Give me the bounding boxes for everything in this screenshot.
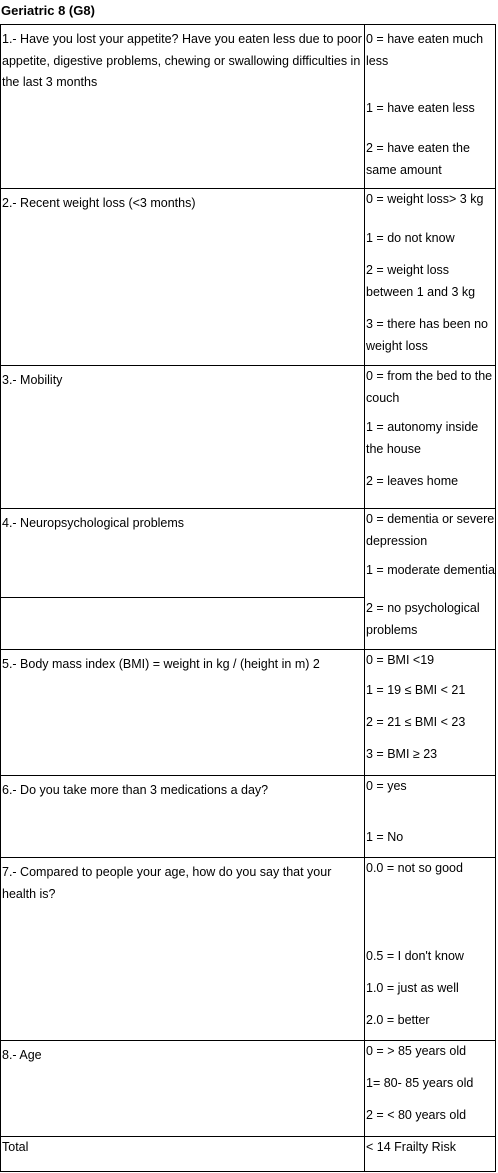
answer-option: 1 = autonomy inside the house xyxy=(366,420,479,456)
total-value: < 14 Frailty Risk xyxy=(366,1140,456,1154)
question-row-8 xyxy=(0,1040,496,1136)
cell-border-tick xyxy=(0,366,1,416)
column-divider xyxy=(364,858,365,1040)
question-text: 8.- Age xyxy=(2,1048,42,1062)
answer-option: 0 = weight loss> 3 kg xyxy=(366,192,484,206)
cell-border-tick xyxy=(0,650,1,678)
cell-border-tick xyxy=(0,25,1,97)
answer-option: 0 = > 85 years old xyxy=(366,1044,467,1058)
column-divider xyxy=(364,25,365,188)
answer-option: 0.5 = I don't know xyxy=(366,949,464,963)
question-text: 5.- Body mass index (BMI) = weight in kg / (height in m) 2 xyxy=(2,657,320,671)
answer-option: 2 = no psychological problems xyxy=(366,601,480,637)
cell-border-tick xyxy=(0,1041,1,1073)
cell-border-tick xyxy=(0,776,1,826)
question-text: 3.- Mobility xyxy=(2,373,63,387)
question-text: 6.- Do you take more than 3 medications a day? xyxy=(2,783,269,797)
cell-border-tick xyxy=(0,509,1,559)
total-row xyxy=(0,1136,496,1172)
answer-option: 2 = 21 ≤ BMI < 23 xyxy=(366,715,466,729)
answer-option: 1= 80- 85 years old xyxy=(366,1076,474,1090)
column-divider xyxy=(364,776,365,857)
answer-option: 3 = there has been no weight loss xyxy=(366,317,488,353)
question-text: 4.- Neuropsychological problems xyxy=(2,516,185,530)
answer-option: 0 = from the bed to the couch xyxy=(366,369,493,405)
answer-option: 2.0 = better xyxy=(366,1013,430,1027)
answer-option: 1 = have eaten less xyxy=(366,101,475,115)
question-text: 2.- Recent weight loss (<3 months) xyxy=(2,196,196,210)
question-row-3 xyxy=(0,365,496,508)
answer-option: 2 = < 80 years old xyxy=(366,1108,467,1122)
answer-option: 1 = moderate dementia xyxy=(366,563,495,577)
question-row-4 xyxy=(0,508,496,649)
cell-border-tick xyxy=(0,858,1,943)
total-label: Total xyxy=(2,1140,29,1154)
answer-option: 2 = weight loss between 1 and 3 kg xyxy=(366,263,476,299)
answer-option: 2 = leaves home xyxy=(366,474,459,488)
column-divider xyxy=(364,1137,365,1171)
column-divider xyxy=(364,509,365,649)
question-row-2 xyxy=(0,188,496,365)
answer-option: 3 = BMI ≥ 23 xyxy=(366,747,438,761)
column-divider xyxy=(364,366,365,508)
answer-option: 1 = do not know xyxy=(366,231,455,245)
column-divider xyxy=(364,189,365,365)
answer-option: 1 = No xyxy=(366,830,404,844)
question-row-1 xyxy=(0,24,496,188)
column-divider xyxy=(364,650,365,775)
answer-option: 0 = have eaten much less xyxy=(366,32,484,68)
question-text: 7.- Compared to people your age, how do you say that your health is? xyxy=(2,865,332,901)
question-row-6 xyxy=(0,775,496,857)
answer-option: 0.0 = not so good xyxy=(366,861,463,875)
answer-option: 1.0 = just as well xyxy=(366,981,459,995)
column-divider xyxy=(364,1041,365,1136)
answer-option: 0 = yes xyxy=(366,779,407,793)
question-row-5 xyxy=(0,649,496,775)
question-row-7 xyxy=(0,857,496,1040)
table-title: Geriatric 8 (G8) xyxy=(1,3,95,18)
answer-option: 2 = have eaten the same amount xyxy=(366,141,470,177)
answer-option: 0 = BMI <19 xyxy=(366,653,435,667)
question-text: 1.- Have you lost your appetite? Have you eaten less due to poor appetite, digestive problems, chewing or swallowing difficulties in the last 3 months xyxy=(2,32,362,89)
answer-option: 1 = 19 ≤ BMI < 21 xyxy=(366,683,466,697)
answer-option: 0 = dementia or severe depression xyxy=(366,512,495,548)
inner-divider xyxy=(1,597,364,598)
cell-border-tick xyxy=(0,189,1,227)
